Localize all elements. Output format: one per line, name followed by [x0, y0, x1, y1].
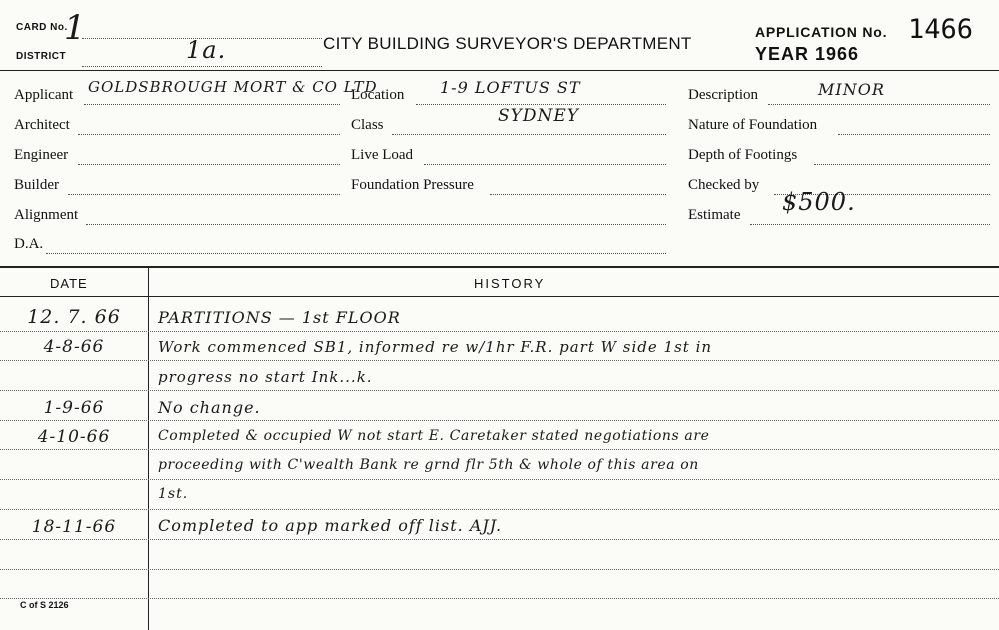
location-value-city: SYDNEY — [498, 106, 580, 126]
history-date: 12. 7. 66 — [27, 306, 121, 328]
history-entry-line: 1st. — [158, 486, 189, 502]
history-date: 4-10-66 — [37, 427, 111, 447]
history-entry-line: Completed to app marked off list. AJJ. — [158, 516, 503, 535]
estimate-label: Estimate — [688, 207, 741, 223]
applicant-value: GOLDSBROUGH MORT & CO LTD — [88, 78, 378, 96]
history-entry-line: Work commenced SB1, informed re w/1hr F.R. part W side 1st in — [158, 338, 713, 356]
engineer-label: Engineer — [14, 147, 69, 163]
card-no-line — [82, 38, 322, 39]
location-value: 1-9 LOFTUS ST — [440, 78, 581, 97]
history-column-header: HISTORY — [474, 276, 546, 291]
live-load-label: Live Load — [351, 147, 414, 163]
district-line — [82, 66, 322, 67]
history-top-rule — [0, 266, 999, 268]
history-entry-line: No change. — [158, 398, 261, 417]
history-entry-line: proceeding with C'wealth Bank re grnd flr 5th & whole of this area on — [158, 457, 699, 473]
applicant-label: Applicant — [14, 87, 74, 103]
history-date: 4-8-66 — [43, 337, 105, 357]
card-no-label: CARD No. — [16, 22, 68, 33]
history-date: 18-11-66 — [31, 517, 117, 537]
card-no-value: 1 — [64, 8, 87, 48]
description-value: MINOR — [818, 80, 885, 99]
header-divider — [0, 70, 999, 71]
history-entry-line: PARTITIONS — 1st FLOOR — [158, 308, 401, 327]
estimate-value: $500. — [782, 188, 856, 216]
architect-label: Architect — [14, 117, 70, 133]
application-label: APPLICATION No. — [755, 24, 888, 40]
date-column-divider — [148, 266, 149, 630]
nature-of-foundation-label: Nature of Foundation — [688, 117, 818, 133]
form-code: C of S 2126 — [20, 600, 69, 610]
year-label: YEAR 1966 — [755, 44, 860, 64]
da-label: D.A. — [14, 236, 44, 252]
district-value: 1a. — [186, 36, 227, 64]
foundation-pressure-label: Foundation Pressure — [351, 177, 474, 193]
department-title: CITY BUILDING SURVEYOR'S DEPARTMENT — [323, 34, 692, 53]
history-entry-line: progress no start Ink...k. — [158, 368, 373, 386]
history-header-rule — [0, 296, 999, 297]
depth-of-footings-label: Depth of Footings — [688, 147, 798, 163]
class-label: Class — [351, 117, 384, 133]
date-column-header: DATE — [50, 276, 88, 291]
history-date: 1-9-66 — [43, 398, 105, 418]
alignment-label: Alignment — [14, 207, 79, 223]
description-label: Description — [688, 87, 758, 103]
location-label: Location — [351, 87, 405, 103]
history-entry-line: Completed & occupied W not start E. Caretaker stated negotiations are — [158, 428, 710, 444]
builder-label: Builder — [14, 177, 59, 193]
checked-by-label: Checked by — [688, 177, 760, 193]
district-label: DISTRICT — [16, 51, 67, 62]
application-number: 1466 — [908, 14, 974, 45]
